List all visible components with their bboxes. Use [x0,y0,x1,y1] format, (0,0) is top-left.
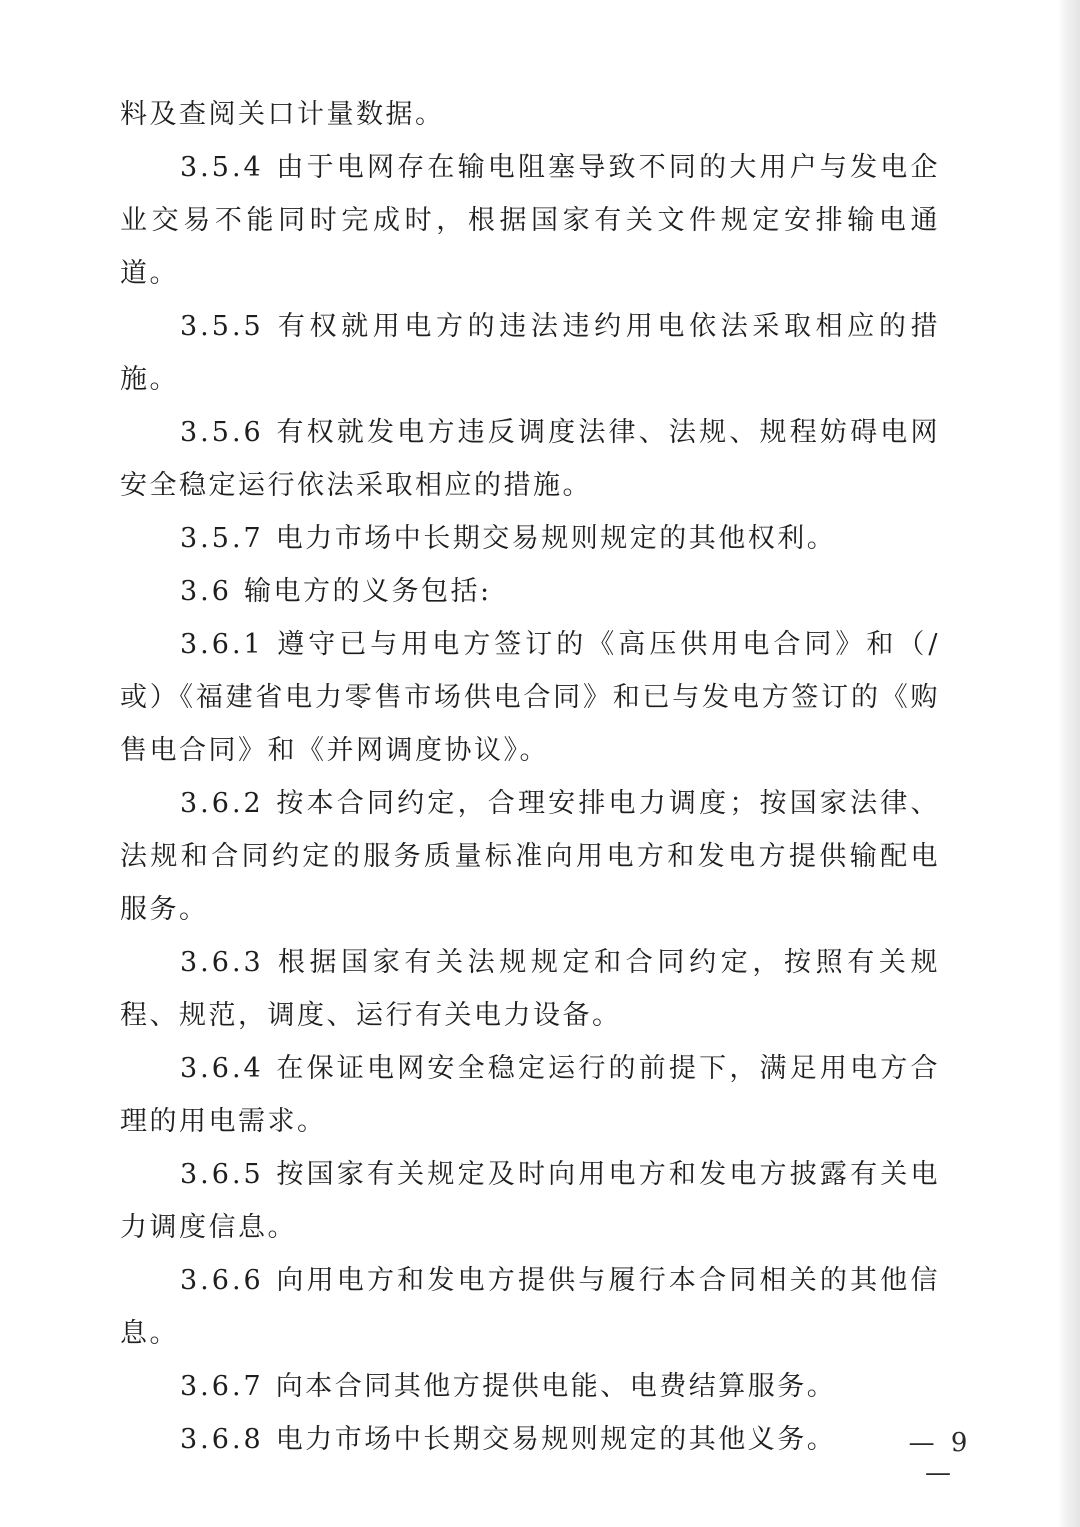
paragraph [120,1254,940,1360]
paragraph [120,512,940,565]
paragraph [120,1360,940,1413]
clause-number: 3.6.7 [180,1371,264,1402]
clause-text: 电力市场中长期交易规则规定的其他权利。 [275,523,837,554]
clause-number: 3.6.1 [180,629,264,660]
paragraph [120,141,940,300]
paragraph [120,406,940,512]
clause-number: 3.6.8 [180,1424,264,1455]
paragraph [120,1042,940,1148]
clause-text: 由于电网存在输电阻塞导致不同的大用户与发电企业交易不能同时完成时，根据国家有关文件规定安排输电通道。 [120,152,940,289]
paragraph [120,565,940,618]
clause-number: 3.5.7 [180,523,264,554]
clause-number: 3.6.6 [180,1265,264,1296]
clause-number: 3.6.5 [180,1159,264,1190]
clause-text: 有权就发电方违反调度法律、法规、规程妨碍电网安全稳定运行依法采取相应的措施。 [120,417,940,501]
page-edge-shadow [1058,0,1080,1527]
clause-number: 3.5.6 [180,417,264,448]
clause-text: 在保证电网安全稳定运行的前提下，满足用电方合理的用电需求。 [120,1053,940,1137]
paragraph [120,300,940,406]
paragraph [120,1413,940,1466]
clause-number: 3.6.2 [180,788,264,819]
page-number: — 9 — [908,1428,972,1488]
clause-number: 3.5.4 [180,152,264,183]
clause-text: 有权就用电方的违法违约用电依法采取相应的措施。 [120,311,940,395]
clause-number: 3.6.3 [180,947,264,978]
clause-number: 3.6.4 [180,1053,264,1084]
paragraph [120,777,940,936]
clause-text: 根据国家有关法规规定和合同约定，按照有关规程、规范，调度、运行有关电力设备。 [120,947,940,1031]
clause-text: 料及查阅关口计量数据。 [120,99,445,130]
document-body [120,88,940,1466]
clause-text: 输电方的义务包括: [243,576,492,607]
paragraph [120,1148,940,1254]
paragraph [120,88,940,141]
clause-number: 3.5.5 [180,311,264,342]
paragraph [120,936,940,1042]
clause-text: 向本合同其他方提供电能、电费结算服务。 [275,1371,837,1402]
clause-text: 按国家有关规定及时向用电方和发电方披露有关电力调度信息。 [120,1159,940,1243]
paragraph [120,618,940,777]
clause-text: 电力市场中长期交易规则规定的其他义务。 [275,1424,837,1455]
clause-text: 遵守已与用电方签订的《高压供用电合同》和（/或）《福建省电力零售市场供电合同》和已与发电方签订的《购售电合同》和《并网调度协议》。 [120,629,940,766]
clause-number: 3.6 [180,576,232,607]
clause-text: 向用电方和发电方提供与履行本合同相关的其他信息。 [120,1265,940,1349]
clause-text: 按本合同约定，合理安排电力调度；按国家法律、法规和合同约定的服务质量标准向用电方和发电方提供输配电服务。 [120,788,940,925]
